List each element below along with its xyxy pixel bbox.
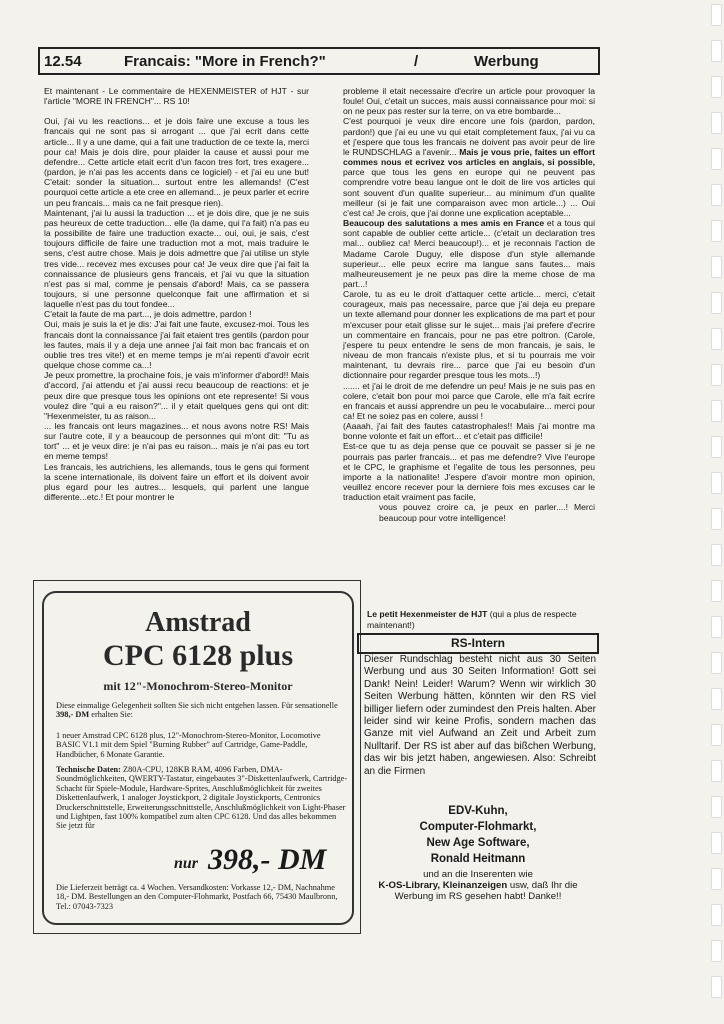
company-name: New Age Software,: [426, 837, 530, 849]
header-separator: /: [414, 52, 419, 70]
advertisement-box: [33, 580, 361, 934]
article-paragraph: vous pouvez croire ca, je peux en parler....! Merci beaucoup pour votre intelligence!: [379, 502, 595, 523]
ad-intro: Diese einmalige Gelegenheit sollten Sie sich nicht entgehen lassen. Für sensationelle 398,- DM erhalten Sie:: [56, 701, 338, 720]
article-paragraph: (Aaaah, j'ai fait des fautes catastrophales!! Mais j'ai montre ma bonne volonte et fait un effort... et c'etait pas difficile!: [343, 421, 595, 442]
article-paragraph: [44, 106, 309, 116]
article-paragraph: ....... et j'ai le droit de me defendre un peu! Mais je ne suis pas en colere, c'etait bon pour moi parce que Carole, elle m'a fait ecrire en francais et aussi apprendre un peu le vocabulaire... merci pour ca! Et ne soiez pas en colere, aussi !: [343, 380, 595, 421]
article-column-right: [343, 86, 595, 523]
company-name: Ronald Heitmann: [430, 853, 526, 865]
article-paragraph: probleme il etait necessaire d'ecrire un article pour provoquer la foule! Oui, c'etait un succes, mais aussi connaissance pour moi: si on ne peux pas rester sur la terre, on va etre bombarde...: [343, 86, 595, 117]
ad-price-prefix: nur: [174, 855, 199, 872]
article-paragraph: Oui, j'ai vu les reactions... et je dois faire une excuse a tous les francais qui ne sont pas si arrogant ... que j'ai ecrit dans cette article... Il y a une dame, qui a fait une traduction de ce texte la, merci pour ca! Mais je dois dire, pour plaider la cause et aussi pour me defendre... Cette article etait ecrit d'un facon tres fort, tres exagere... (pardon, je n'ai pas les accents dans ce logiciel) - et j'ai eu une but! C'etait: sonder la situation... surtout entre les allemands! (C'est pourquoi cette article a ete cree en allemand... je peux parler et ecrire un peu francais... mais ca ne fait presque rien).: [44, 116, 309, 208]
company-list: [360, 803, 596, 867]
paper-perforation: [710, 0, 724, 1024]
ad-brand: Amstrad: [145, 607, 251, 638]
emphasis: Beaucoup des salutations a mes amis en France: [343, 218, 545, 229]
article-paragraph: Et maintenant - Le commentaire de HEXENMEISTER of HJT - sur l'article "MORE IN FRENCH"... RS 10!: [44, 86, 309, 107]
ad-subtitle: mit 12"-Monochrom-Stereo-Monitor: [103, 679, 293, 693]
emphasis: Mais je vous prie, faites un effort commes nous et ecrivez vos articles en anglais, si possible,: [343, 146, 596, 168]
article-column-left: [44, 86, 309, 502]
ad-tech-label: Technische Daten:: [56, 765, 121, 774]
section-name: Werbung: [474, 52, 539, 70]
article-paragraph: Oui, mais je suis la et je dis: J'ai fait une faute, excusez-moi. Tous les francais dont la connaissance j'ai fait etaient tres gentils (pardon pour les fautes, mais il y a deja une annee j'ai fait mon bac francais et on oublie tres tres vite!) et en meme temps je m'ai repenti d'avoir ecrit quelque chose comme ca...!: [44, 319, 309, 371]
company-name: Computer-Flohmarkt,: [419, 821, 537, 833]
ad-price: 398,- DM: [208, 843, 327, 876]
article-paragraph: C'etait la faute de ma part..., je dois admettre, pardon !: [44, 309, 252, 320]
company-name: EDV-Kuhn,: [448, 805, 508, 817]
article-paragraph: Les francais, les autrichiens, les allemands, tous le gens qui forment la scene internationale, ils doivent faire un effort et ils doivent avoir plus egard pour les autres... lesquels, qui parlent une langue differente...etc.! Et pour montrer le: [44, 461, 309, 503]
article-paragraph: Maintenant, j'ai lu aussi la traduction ... et je dois dire, que je ne suis pas heureux de cette traduction... elle (la dame, qui l'a fait) n'a pas eu la possibilite de faire une traduction exacte... oui, oui, je sais, c'est toujours difficile de faire une traduction mot a mot, mais traduire le sens, c'est autre chose. Mais je dois admettre que j'ai utilise un style tres vide... recevez mes excuses pour ca! Je veux dire que j'ai fait la connaissance de plusieurs gens francais, et j'ai vu que la situation n'est pas si mal, comme je pensais d'abord! Mais, ca se passera toujours, si une personne quelconque fait une affirmation et si laquelle n'est pas du tout fondee...: [44, 207, 309, 310]
article-paragraph: Je peux promettre, la prochaine fois, je vais m'informer d'abord!! Mais d'accord, j'ai attendu et j'ai aussi recu beaucoup de reactions: et je peux dire que presque tous les opinions ont ete represente! Si vous voulez dire "qui a eu raison?"... il y etait quelques gens qui ont dit: "Hexenmeister, tu as raison...: [44, 370, 309, 421]
article-paragraph: Est-ce que tu as deja pense que ce pouvait se passer si je ne pourrais pas parler francais... et pas me defendre? Vive l'europe et le CPC, le graphisme et l'egalite de tous les personnes, peu importe a la nationalite! J'espere d'avoir montre mon opinion, veuillez encore recever pour la derniere fois mes excuses car le traduction etait vraiment pas facile,: [343, 441, 595, 503]
article-paragraph: C'est pourquoi je veux dire encore une fois (pardon, pardon, pardon!) que j'ai eu une vu qui etait completement faux, j'ai vu ca et j'espere que tous les francais ne doivent pas avoir peur de lire le RUNDSCHLAG a l'avenir... Mais je vous prie, faites un effort commes nous et ecrivez vos articles en anglais, si possible, parce que tous les gens en europe qui ne peuvent pas comprendre votre beau langue ont le doit de lire vos articles qui sont souvent d'un qualite superieur... au minimum d'un qualite meilleur (si je fait une comparaison avec mon article...) ... Oui c'est ca! Je crois, que j'ai donne une explication aceptable...: [343, 116, 596, 218]
author-name: Le petit Hexenmeister de HJT: [367, 609, 488, 619]
ad-contents: 1 neuer Amstrad CPC 6128 plus, 12"-Monochrom-Stereo-Monitor, Locomotive BASIC V1.1 mit dem Spiel "Burning Rubber" auf Cartridge, Game-Paddle, Handbücher, 6 Monate Garantie.: [56, 731, 321, 759]
rs-intern-heading: RS-Intern: [357, 633, 599, 654]
author-signature: [367, 609, 599, 631]
rs-intern-text: Dieser Rundschlag besteht nicht aus 30 Seiten Werbung und aus 30 Seiten Information! Gott sei Dank! Nein! Leider! Warum? Wenn wir wirklich 30 Seiten Werbung hätten, könnten wir den RS viel billiger liefern oder zumindest den Preis halten. Aber leider sind wir keine Profis, sondern machen das Ganze mit viel Aufwand an Zeit und Arbeit zum Nulltarif. Der RS ist aber auf das bißchen Werbung, das wir bis jetzt haben, angewiesen. Also: Schreibt an die Firmen: [364, 654, 596, 777]
page-title: Francais: "More in French?": [124, 52, 326, 70]
page-header: [38, 47, 600, 75]
article-paragraph: ... les francais ont leurs magazines... et nous avons notre RS! Mais sur l'autre cote, il y a beaucoup de personnes qui m'ont dit: "Tu as tort" ... et je veux dire: je n'ai pas eu raison... mais je n'ai pas eu tort en meme temps!: [44, 421, 309, 462]
rs-closing: und an die Inserenten wie K-OS-Library, Kleinanzeigen usw, daß Ihr die Werbung im RS gesehen habt! Danke!!: [378, 869, 578, 902]
article-paragraph: Carole, tu as eu le droit d'attaquer cette article... merci, c'etait courageux, mais pas necessaire, parce que j'ai deja eu prepare un texte allemand pour donner les explications de ma part et pour m'excuser pour etait glisse sur le sujet... mais j'ai prefere d'ecrire un commentaire en francais, pour ne pas etre poltron. (Carole, j'espere tu peux entendre le sens de mon francais, je sais, le niveau de mon francais n'existe plus, et si tu pourrais me voir maintenant, tu devrais rire... parce que j'ai eu besoin d'un dictionnaire pour regarder presque tous les mots...!): [343, 289, 595, 381]
advertisement-frame: [42, 591, 354, 925]
author-note: (qui a plus de respecte maintenant!): [367, 609, 577, 630]
article-paragraph: Beaucoup des salutations a mes amis en France et a tous qui sont capable de oublier cette article... (c'etait un declaration tres mal... oubliez ca! Merci beaucoup!)... et je reconnais l'action de Madame Carole Duguy, elle dispose d'un style allemande superieur... elle peux ecrire ma langue sans fautes... mais malheureusement je ne peux pas dire la meme chose de ma part...!: [343, 218, 595, 289]
ad-delivery: Die Lieferzeit beträgt ca. 4 Wochen. Versandkosten: Vorkasse 12,- DM, Nachnahme 18,- DM. Bestellungen an den Computer-Flohmarkt, Postfach 66, 75430 Maulbronn, Tel.: 07043-7323: [56, 883, 338, 911]
ad-model: CPC 6128 plus: [102, 639, 294, 672]
ad-tech-specs: Technische Daten: Z80A-CPU, 128KB RAM, 4096 Farben, DMA-Soundmöglichkeiten, QWERTY-Tastatur, eingebautes 3"-Diskettenlaufwerk, Cartridge-Schacht für Spiele-Module, Hardware-Sprites, Anschlußmöglichkeit für zweites Diskettenlaufwerk, 1 analoger Joystickport, 2 digitale Joystickports, Centronics Druckerschnittstelle, Erweiterungsschnittstelle, Anschlußmöglichkeit von Light-Phaser und Lightpen, fast 100% kompatibel zum alten CPC 6128. Und das alles bekommen Sie jetzt für: [56, 765, 348, 831]
page-number: 12.54: [44, 52, 82, 70]
